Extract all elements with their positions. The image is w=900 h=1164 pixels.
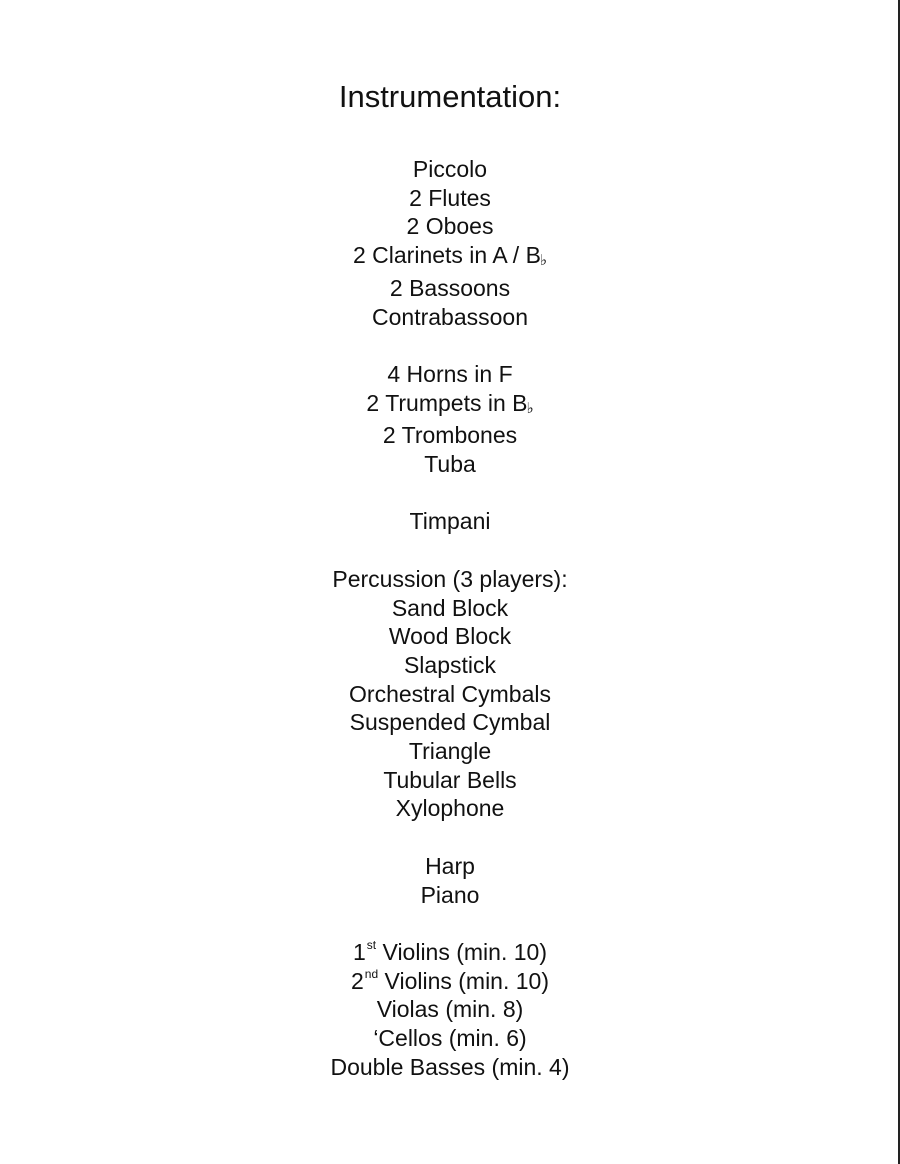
percussion-item: Suspended Cymbal: [349, 709, 551, 736]
instrument-flutes: 2 Flutes: [409, 184, 491, 211]
instrument-timpani: Timpani: [409, 508, 491, 535]
instrument-list: [0, 155, 900, 1081]
instrument-trombones: 2 Trombones: [382, 422, 518, 449]
percussion-heading: Percussion (3 players):: [332, 565, 568, 592]
percussion-group: [0, 565, 900, 823]
woodwinds-group: [0, 155, 900, 331]
violins1-label: Violins (min. 10): [376, 938, 547, 965]
instrument-horns: 4 Horns in F: [387, 360, 513, 387]
instrument-violins-1: [0, 938, 900, 967]
percussion-item: Wood Block: [388, 623, 512, 650]
instrument-tuba: Tuba: [424, 451, 476, 478]
instrument-trumpets: [0, 389, 900, 422]
percussion-item: Sand Block: [391, 594, 509, 621]
percussion-item: Triangle: [408, 738, 492, 765]
instrument-bassoons: 2 Bassoons: [389, 274, 511, 301]
instrument-piano: Piano: [420, 881, 480, 908]
instrument-violins-2: [0, 967, 900, 996]
percussion-item: Orchestral Cymbals: [349, 680, 551, 707]
instrument-violas: Violas (min. 8): [376, 996, 524, 1023]
timpani-group: [0, 507, 900, 536]
instrument-clarinets: [0, 241, 900, 274]
violins2-label: Violins (min. 10): [378, 967, 550, 994]
violins1-number: 1: [352, 938, 366, 965]
percussion-item: Xylophone: [395, 795, 505, 822]
violins2-ordinal: nd: [364, 966, 379, 981]
instrument-contrabassoon: Contrabassoon: [372, 303, 528, 330]
keyboards-group: [0, 852, 900, 909]
clarinets-label: 2 Clarinets in A / B: [352, 242, 541, 269]
instrument-oboes: 2 Oboes: [406, 213, 494, 240]
trumpets-label: 2 Trumpets in B: [366, 389, 528, 416]
instrument-double-basses: Double Basses (min. 4): [330, 1053, 570, 1080]
flat-symbol: ♭: [539, 252, 547, 270]
percussion-item: Tubular Bells: [383, 766, 517, 793]
strings-group: [0, 938, 900, 1082]
flat-symbol: ♭: [526, 399, 534, 417]
instrument-cellos: ‘Cellos (min. 6): [373, 1025, 527, 1052]
brass-group: [0, 360, 900, 479]
percussion-item: Slapstick: [403, 651, 497, 678]
page-title: Instrumentation:: [338, 79, 562, 114]
violins2-number: 2: [350, 967, 364, 994]
instrument-harp: Harp: [425, 852, 475, 879]
instrument-piccolo: Piccolo: [412, 156, 488, 182]
violins1-ordinal: st: [366, 938, 377, 953]
